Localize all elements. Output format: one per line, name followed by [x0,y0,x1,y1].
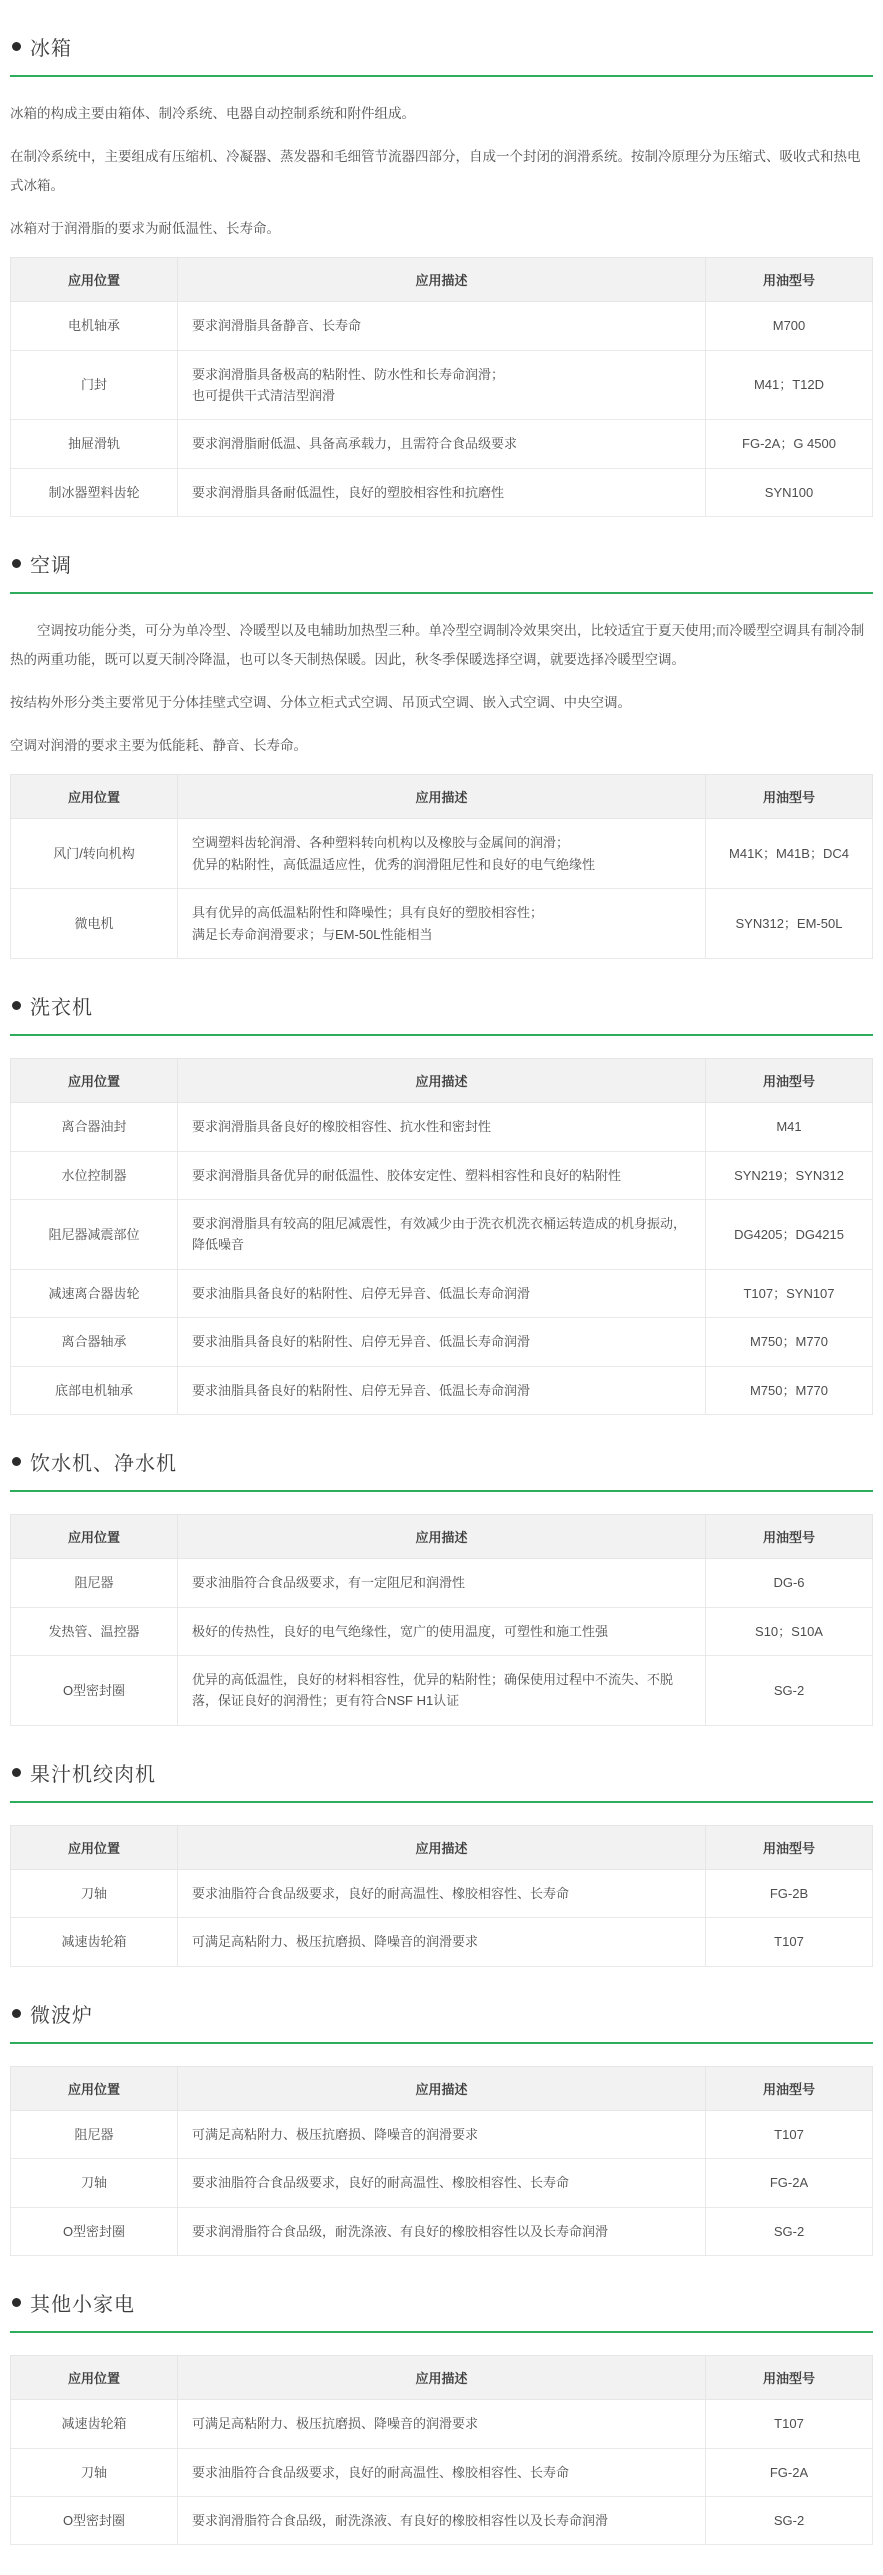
table-row [11,2110,873,2158]
cell-position: 刀轴 [11,2448,178,2496]
section [0,991,883,1415]
table-row [11,2207,873,2255]
application-table [10,1058,873,1415]
cell-description [178,1318,706,1366]
cell-oil-model: FG-2A；G 4500 [706,420,873,468]
cell-description [178,302,706,350]
bullet-icon [12,1768,21,1777]
section-title [12,2288,871,2317]
section-divider [10,1490,873,1492]
cell-position: 减速齿轮箱 [11,2400,178,2448]
description-line: 要求润滑脂具备耐低温性，良好的塑胶相容性和抗磨性 [192,484,505,500]
cell-position: 离合器油封 [11,1103,178,1151]
bullet-icon [12,559,21,568]
cell-position: 刀轴 [11,2159,178,2207]
description-line: 要求润滑脂具备静音、长寿命 [192,318,362,334]
application-table [10,2066,873,2256]
cell-position: 阻尼器 [11,1559,178,1607]
section-title-text: 洗衣机 [30,997,93,1020]
table-row [11,1607,873,1655]
table-body [11,1103,873,1415]
column-header-oil: 用油型号 [706,1515,873,1559]
section-title [12,991,871,1020]
table-row [11,1366,873,1414]
cell-description [178,2159,706,2207]
column-header-oil: 用油型号 [706,1825,873,1869]
table-header-row [11,775,873,819]
section-divider [10,1801,873,1803]
description-line: 要求润滑脂耐低温、具备高承载力，且需符合食品级要求 [192,436,518,452]
cell-description [178,1269,706,1317]
bullet-icon [12,1001,21,1010]
description-line: 要求油脂符合食品级要求，有一定阻尼和润滑性 [192,1575,466,1591]
table-row [11,1559,873,1607]
table-header-row [11,1515,873,1559]
paragraph: 空调按功能分类，可分为单冷型、冷暖型以及电辅助加热型三种。单冷型空调制冷效果突出，比较适宜于夏天使用;而冷暖型空调具有制冷制热的两重功能，既可以夏天制冷降温，也可以冬天制热保暖。因此，秋冬季保暖选择空调，就要选择冷暖型空调。 [10,623,865,668]
section-title [12,1999,871,2028]
cell-description [178,2496,706,2544]
description-line: 极好的传热性，良好的电气绝缘性，宽广的使用温度，可塑性和施工性强 [192,1623,609,1639]
table-row [11,1656,873,1726]
cell-oil-model: SYN219；SYN312 [706,1151,873,1199]
cell-description [178,1366,706,1414]
cell-oil-model: M41 [706,1103,873,1151]
column-header-description: 应用描述 [178,2356,706,2400]
cell-position: 离合器轴承 [11,1318,178,1366]
cell-position: 减速齿轮箱 [11,1918,178,1966]
cell-description [178,819,706,889]
section-divider [10,2331,873,2333]
section-title-text: 果汁机绞肉机 [30,1763,156,1786]
description-line: 要求润滑脂具备极高的粘附性、防水性和长寿命润滑； [192,366,505,382]
description-line: 要求润滑脂符合食品级，耐洗涤液、有良好的橡胶相容性以及长寿命润滑 [192,2223,609,2239]
cell-description [178,1151,706,1199]
table-row [11,1151,873,1199]
cell-position: 微电机 [11,889,178,959]
description-line: 要求油脂具备良好的粘附性、启停无异音、低温长寿命润滑 [192,1334,531,1350]
section [0,1999,883,2256]
section [0,32,883,517]
column-header-oil: 用油型号 [706,1059,873,1103]
table-body [11,1869,873,1966]
section-divider [10,1034,873,1036]
cell-oil-model: M41；T12D [706,350,873,420]
table-row [11,1103,873,1151]
cell-oil-model: SYN100 [706,468,873,516]
table-body [11,1559,873,1726]
bullet-icon [12,1457,21,1466]
table-body [11,2110,873,2255]
table-header-row [11,1059,873,1103]
cell-oil-model: SYN312；EM-50L [706,889,873,959]
cell-description [178,2207,706,2255]
cell-oil-model: T107 [706,2400,873,2448]
table-body [11,302,873,517]
table-row [11,1869,873,1917]
description-line: 要求油脂具备良好的粘附性、启停无异音、低温长寿命润滑 [192,1382,531,1398]
cell-oil-model: T107；SYN107 [706,1269,873,1317]
cell-oil-model: DG4205；DG4215 [706,1199,873,1269]
cell-oil-model: SG-2 [706,2207,873,2255]
column-header-description: 应用描述 [178,1825,706,1869]
cell-position: 抽屉滑轨 [11,420,178,468]
column-header-position: 应用位置 [11,2356,178,2400]
paragraph: 冰箱的构成主要由箱体、制冷系统、电器自动控制系统和附件组成。 [10,106,415,121]
table-row [11,889,873,959]
description-line: 空调塑料齿轮润滑、各种塑料转向机构以及橡胶与金属间的润滑； [192,835,570,851]
cell-description [178,2110,706,2158]
section-title-text: 微波炉 [30,2004,93,2027]
section-title-text: 其他小家电 [30,2294,135,2317]
description-line: 具有优异的高低温粘附性和降噪性；具有良好的塑胶相容性； [192,905,544,921]
cell-oil-model: FG-2A [706,2448,873,2496]
paragraph: 冰箱对于润滑脂的要求为耐低温性、长寿命。 [10,221,280,237]
cell-position: 阻尼器 [11,2110,178,2158]
table-row [11,302,873,350]
column-header-oil: 用油型号 [706,258,873,302]
column-header-position: 应用位置 [11,258,178,302]
cell-position: 发热管、温控器 [11,1607,178,1655]
table-row [11,1918,873,1966]
column-header-oil: 用油型号 [706,2066,873,2110]
column-header-oil: 用油型号 [706,775,873,819]
cell-position: 风门/转向机构 [11,819,178,889]
cell-oil-model: SG-2 [706,1656,873,1726]
cell-position: O型密封圈 [11,2496,178,2544]
cell-position: 制冰器塑料齿轮 [11,468,178,516]
cell-oil-model: M700 [706,302,873,350]
cell-description [178,1103,706,1151]
application-table [10,774,873,959]
description-line: 也可提供干式清洁型润滑 [192,387,336,403]
section-divider [10,2042,873,2044]
bullet-icon [12,42,21,51]
cell-description [178,2400,706,2448]
description-line: 满足长寿命润滑要求；与EM-50L性能相当 [192,926,433,942]
application-table [10,257,873,517]
table-row [11,1269,873,1317]
column-header-oil: 用油型号 [706,2356,873,2400]
cell-description [178,1559,706,1607]
table-body [11,819,873,959]
cell-position: 底部电机轴承 [11,1366,178,1414]
table-header-row [11,2066,873,2110]
section [0,2288,883,2545]
cell-position: 刀轴 [11,1869,178,1917]
table-row [11,2400,873,2448]
cell-description [178,2448,706,2496]
description-line: 优异的粘附性，高低温适应性，优秀的润滑阻尼性和良好的电气绝缘性 [192,856,596,872]
cell-oil-model: DG-6 [706,1559,873,1607]
paragraph: 按结构外形分类主要常见于分体挂壁式空调、分体立柜式式空调、吊顶式空调、嵌入式空调、中央空调。 [10,695,631,711]
cell-oil-model: T107 [706,2110,873,2158]
description-line: 要求润滑脂具有较高的阻尼减震性，有效减少由于洗衣机洗衣桶运转造成的机身振动，降低噪音 [192,1215,687,1253]
section-title-text: 空调 [30,555,72,578]
section [0,1447,883,1726]
section [0,1758,883,1967]
column-header-description: 应用描述 [178,1515,706,1559]
cell-description [178,350,706,420]
table-row [11,1199,873,1269]
table-row [11,2496,873,2544]
cell-position: 门封 [11,350,178,420]
column-header-position: 应用位置 [11,775,178,819]
cell-oil-model: FG-2B [706,1869,873,1917]
cell-description [178,1199,706,1269]
description-line: 要求油脂符合食品级要求，良好的耐高温性、橡胶相容性、长寿命 [192,1885,570,1901]
cell-position: 电机轴承 [11,302,178,350]
section-title [12,32,871,61]
application-table [10,2355,873,2545]
cell-position: O型密封圈 [11,1656,178,1726]
description-line: 可满足高粘附力、极压抗磨损、降噪音的润滑要求 [192,1934,479,1950]
cell-oil-model: M750；M770 [706,1366,873,1414]
column-header-description: 应用描述 [178,258,706,302]
table-header-row [11,258,873,302]
table-row [11,819,873,889]
table-header-row [11,2356,873,2400]
description-line: 优异的高低温性，良好的材料相容性，优异的粘附性；确保使用过程中不流失、不脱落，保证良好的润滑性；更有符合NSF H1认证 [192,1672,674,1709]
column-header-description: 应用描述 [178,775,706,819]
cell-description [178,889,706,959]
description-line: 可满足高粘附力、极压抗磨损、降噪音的润滑要求 [192,2126,479,2142]
section [0,549,883,959]
table-row [11,2159,873,2207]
bullet-icon [12,2009,21,2018]
cell-description [178,1918,706,1966]
cell-oil-model: SG-2 [706,2496,873,2544]
column-header-position: 应用位置 [11,1515,178,1559]
description-line: 要求油脂符合食品级要求，良好的耐高温性、橡胶相容性、长寿命 [192,2464,570,2480]
description-line: 可满足高粘附力、极压抗磨损、降噪音的润滑要求 [192,2416,479,2432]
description-line: 要求润滑脂具备良好的橡胶相容性、抗水性和密封性 [192,1119,492,1135]
cell-oil-model: M750；M770 [706,1318,873,1366]
table-body [11,2400,873,2545]
section-title [12,1447,871,1476]
section-title [12,1758,871,1787]
application-table [10,1825,873,1967]
cell-oil-model: M41K；M41B；DC4 [706,819,873,889]
description-line: 要求油脂符合食品级要求，良好的耐高温性、橡胶相容性、长寿命 [192,2175,570,2191]
section-paragraphs [10,616,873,760]
cell-oil-model: FG-2A [706,2159,873,2207]
cell-position: 阻尼器减震部位 [11,1199,178,1269]
section-title [12,549,871,578]
column-header-position: 应用位置 [11,1825,178,1869]
section-divider [10,592,873,594]
paragraph: 在制冷系统中，主要组成有压缩机、冷凝器、蒸发器和毛细管节流器四部分，自成一个封闭的润滑系统。按制冷原理分为压缩式、吸收式和热电式冰箱。 [10,149,861,194]
table-row [11,2448,873,2496]
column-header-position: 应用位置 [11,1059,178,1103]
description-line: 要求润滑脂具备优异的耐低温性、胶体安定性、塑料相容性和良好的粘附性 [192,1167,622,1183]
cell-position: 水位控制器 [11,1151,178,1199]
cell-description [178,1607,706,1655]
cell-description [178,420,706,468]
cell-position: O型密封圈 [11,2207,178,2255]
bullet-icon [12,2298,21,2307]
table-row [11,420,873,468]
description-line: 要求油脂具备良好的粘附性、启停无异音、低温长寿命润滑 [192,1285,531,1301]
cell-description [178,1869,706,1917]
cell-position: 减速离合器齿轮 [11,1269,178,1317]
table-row [11,1318,873,1366]
cell-oil-model: S10；S10A [706,1607,873,1655]
section-paragraphs [10,99,873,243]
table-row [11,468,873,516]
cell-description [178,468,706,516]
column-header-description: 应用描述 [178,2066,706,2110]
description-line: 要求润滑脂符合食品级，耐洗涤液、有良好的橡胶相容性以及长寿命润滑 [192,2512,609,2528]
paragraph: 空调对润滑的要求主要为低能耗、静音、长寿命。 [10,738,307,754]
cell-oil-model: T107 [706,1918,873,1966]
application-table [10,1514,873,1726]
column-header-description: 应用描述 [178,1059,706,1103]
column-header-position: 应用位置 [11,2066,178,2110]
section-divider [10,75,873,77]
section-title-text: 饮水机、净水机 [30,1453,177,1476]
table-header-row [11,1825,873,1869]
section-title-text: 冰箱 [30,38,72,60]
table-row [11,350,873,420]
cell-description [178,1656,706,1726]
